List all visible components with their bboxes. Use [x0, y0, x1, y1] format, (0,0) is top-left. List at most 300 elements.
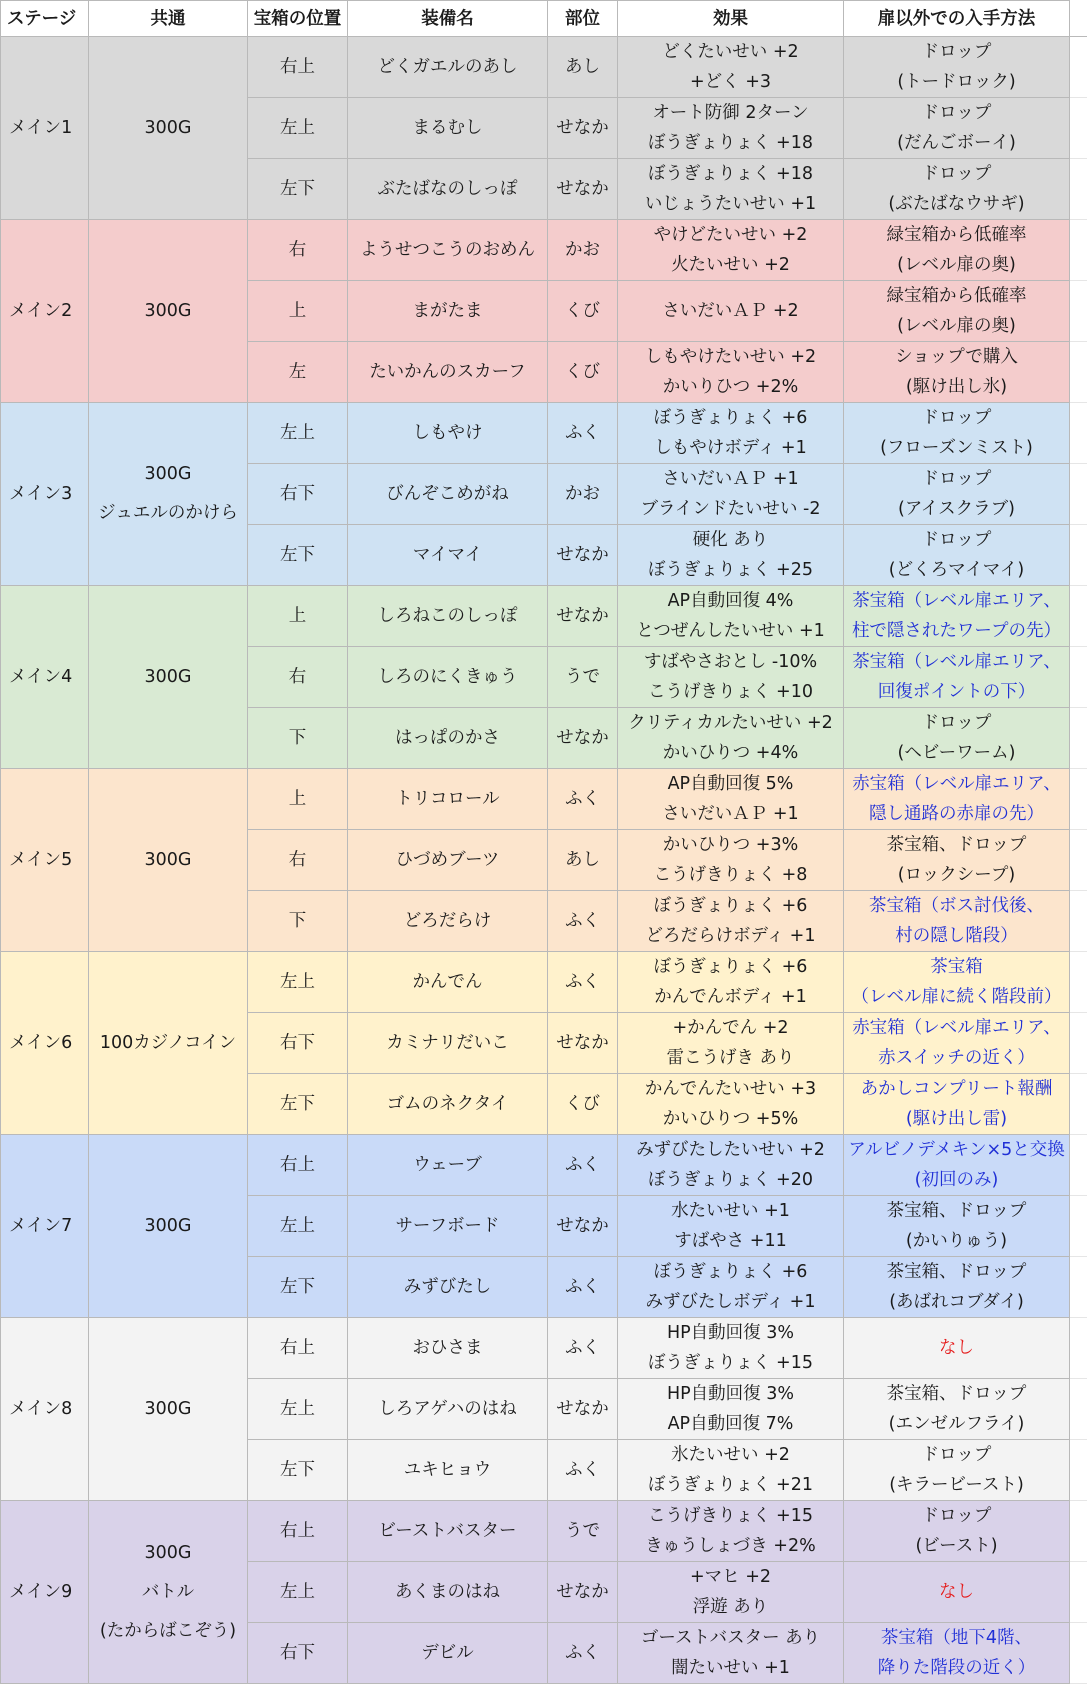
- chest-position: 右上: [248, 37, 348, 98]
- chest-position: 左: [248, 342, 348, 403]
- obtain-method: [844, 1318, 1070, 1379]
- equipment-part: せなか: [548, 1013, 618, 1074]
- equipment-name: しろねこのしっぽ: [348, 586, 548, 647]
- effect-line: かんでんボディ +1: [618, 982, 843, 1012]
- effect-line: ゴーストバスター あり: [618, 1623, 843, 1653]
- table-row: [1, 1501, 1087, 1562]
- chest-position: 右下: [248, 1623, 348, 1684]
- equipment-effect: [618, 159, 844, 220]
- obtain-method: [844, 830, 1070, 891]
- equipment-name: トリコロール: [348, 769, 548, 830]
- equipment-part: ふく: [548, 1257, 618, 1318]
- obtain-line: 茶宝箱（レベル扉エリア、: [844, 647, 1069, 677]
- row-spacer: [1070, 1074, 1087, 1135]
- equipment-part: せなか: [548, 98, 618, 159]
- obtain-line: (どくろマイマイ): [844, 555, 1069, 585]
- obtain-line: （レベル扉に続く階段前）: [844, 982, 1069, 1012]
- row-spacer: [1070, 1013, 1087, 1074]
- obtain-method: [844, 525, 1070, 586]
- obtain-line: 村の隠し階段）: [844, 921, 1069, 951]
- effect-line: しもやけたいせい +2: [618, 342, 843, 372]
- stage-common-reward: [89, 403, 248, 586]
- equipment-name: サーフボード: [348, 1196, 548, 1257]
- row-spacer: [1070, 1379, 1087, 1440]
- header-obtain: 扉以外での入手方法: [844, 1, 1070, 37]
- chest-position: 左上: [248, 403, 348, 464]
- obtain-method: [844, 1562, 1070, 1623]
- equipment-name: どくガエルのあし: [348, 37, 548, 98]
- equipment-name: カミナリだいこ: [348, 1013, 548, 1074]
- obtain-method: [844, 1623, 1070, 1684]
- equipment-effect: [618, 1074, 844, 1135]
- table-body: [1, 37, 1087, 1684]
- equipment-part: ふく: [548, 891, 618, 952]
- obtain-method: [844, 98, 1070, 159]
- obtain-line: (あばれコブダイ): [844, 1287, 1069, 1317]
- obtain-line: (ロックシープ): [844, 860, 1069, 890]
- equipment-part: ふく: [548, 1623, 618, 1684]
- effect-line: 火たいせい +2: [618, 250, 843, 280]
- equipment-effect: [618, 1501, 844, 1562]
- chest-position: 右上: [248, 1501, 348, 1562]
- chest-position: 右: [248, 220, 348, 281]
- obtain-line: 赤スイッチの近く）: [844, 1043, 1069, 1073]
- obtain-line: 緑宝箱から低確率: [844, 220, 1069, 250]
- equipment-effect: [618, 98, 844, 159]
- obtain-line: (初回のみ): [844, 1165, 1069, 1195]
- chest-position: 左下: [248, 1440, 348, 1501]
- obtain-line: (レベル扉の奥): [844, 250, 1069, 280]
- table-row: [1, 1135, 1087, 1196]
- equipment-name: みずびたし: [348, 1257, 548, 1318]
- effect-line: 闇たいせい +1: [618, 1653, 843, 1683]
- obtain-line: 茶宝箱、ドロップ: [844, 1379, 1069, 1409]
- effect-line: ぼうぎょりょく +15: [618, 1348, 843, 1378]
- obtain-method: [844, 342, 1070, 403]
- obtain-method: [844, 37, 1070, 98]
- obtain-line: ドロップ: [844, 708, 1069, 738]
- obtain-line: 茶宝箱（地下4階、: [844, 1623, 1069, 1653]
- chest-position: 下: [248, 891, 348, 952]
- common-reward-line: 300G: [89, 455, 247, 494]
- equipment-part: ふく: [548, 403, 618, 464]
- obtain-line: (アイスクラブ): [844, 494, 1069, 524]
- equipment-effect: [618, 220, 844, 281]
- effect-line: ぼうぎょりょく +21: [618, 1470, 843, 1500]
- effect-line: みずびたしボディ +1: [618, 1287, 843, 1317]
- stage-name: メイン2: [1, 220, 89, 403]
- obtain-line: (エンゼルフライ): [844, 1409, 1069, 1439]
- stage-name: メイン4: [1, 586, 89, 769]
- chest-position: 右上: [248, 1318, 348, 1379]
- obtain-line: 茶宝箱、ドロップ: [844, 830, 1069, 860]
- equipment-effect: [618, 525, 844, 586]
- common-reward-line: 100カジノコイン: [89, 1024, 247, 1063]
- effect-line: ぼうぎょりょく +18: [618, 128, 843, 158]
- effect-line: オート防御 2ターン: [618, 98, 843, 128]
- header-name: 装備名: [348, 1, 548, 37]
- equipment-part: かお: [548, 220, 618, 281]
- header-part: 部位: [548, 1, 618, 37]
- stage-name: メイン9: [1, 1501, 89, 1684]
- equipment-part: ふく: [548, 1318, 618, 1379]
- effect-line: みずびたしたいせい +2: [618, 1135, 843, 1165]
- obtain-line: なし: [844, 1333, 1069, 1363]
- equipment-part: せなか: [548, 159, 618, 220]
- header-row: [1, 1, 1087, 37]
- chest-position: 左上: [248, 98, 348, 159]
- row-spacer: [1070, 952, 1087, 1013]
- effect-line: ぼうぎょりょく +6: [618, 1257, 843, 1287]
- equipment-effect: [618, 1013, 844, 1074]
- effect-line: ぼうぎょりょく +25: [618, 555, 843, 585]
- table-row: [1, 769, 1087, 830]
- common-reward-line: 300G: [89, 292, 247, 331]
- row-spacer: [1070, 159, 1087, 220]
- row-spacer: [1070, 1501, 1087, 1562]
- stage-name: メイン3: [1, 403, 89, 586]
- table-row: [1, 37, 1087, 98]
- stage-name: メイン6: [1, 952, 89, 1135]
- obtain-method: [844, 1440, 1070, 1501]
- effect-line: AP自動回復 4%: [618, 586, 843, 616]
- common-reward-line: 300G: [89, 841, 247, 880]
- equipment-name: ユキヒョウ: [348, 1440, 548, 1501]
- obtain-line: (だんごボーイ): [844, 128, 1069, 158]
- equipment-name: どろだらけ: [348, 891, 548, 952]
- chest-position: 右下: [248, 1013, 348, 1074]
- equipment-effect: [618, 952, 844, 1013]
- row-spacer: [1070, 1318, 1087, 1379]
- obtain-method: [844, 1196, 1070, 1257]
- chest-position: 左下: [248, 1257, 348, 1318]
- effect-line: 浮遊 あり: [618, 1592, 843, 1622]
- equipment-part: せなか: [548, 1196, 618, 1257]
- common-reward-line: バトル: [89, 1573, 247, 1612]
- common-reward-line: (たからばこぞう): [89, 1612, 247, 1651]
- stage-common-reward: [89, 37, 248, 220]
- effect-line: +どく +3: [618, 67, 843, 97]
- chest-position: 上: [248, 586, 348, 647]
- equipment-effect: [618, 1135, 844, 1196]
- obtain-line: ドロップ: [844, 1501, 1069, 1531]
- obtain-line: 隠し通路の赤扉の先）: [844, 799, 1069, 829]
- equipment-effect: [618, 1440, 844, 1501]
- obtain-line: 赤宝箱（レベル扉エリア、: [844, 1013, 1069, 1043]
- equipment-part: くび: [548, 1074, 618, 1135]
- equipment-part: せなか: [548, 586, 618, 647]
- obtain-method: [844, 281, 1070, 342]
- obtain-method: [844, 1135, 1070, 1196]
- obtain-method: [844, 220, 1070, 281]
- stage-name: メイン7: [1, 1135, 89, 1318]
- effect-line: どくたいせい +2: [618, 37, 843, 67]
- equipment-name: おひさま: [348, 1318, 548, 1379]
- header-common: 共通: [89, 1, 248, 37]
- equipment-effect: [618, 342, 844, 403]
- equipment-effect: [618, 464, 844, 525]
- effect-line: いじょうたいせい +1: [618, 189, 843, 219]
- equipment-part: あし: [548, 37, 618, 98]
- obtain-method: [844, 708, 1070, 769]
- table-row: [1, 1318, 1087, 1379]
- obtain-line: ショップで購入: [844, 342, 1069, 372]
- chest-position: 上: [248, 281, 348, 342]
- equipment-name: あくまのはね: [348, 1562, 548, 1623]
- obtain-method: [844, 1013, 1070, 1074]
- equipment-part: せなか: [548, 1379, 618, 1440]
- equipment-effect: [618, 891, 844, 952]
- row-spacer: [1070, 525, 1087, 586]
- equipment-name: ひづめブーツ: [348, 830, 548, 891]
- header-stage: ステージ: [1, 1, 89, 37]
- row-spacer: [1070, 830, 1087, 891]
- obtain-line: 茶宝箱（レベル扉エリア、: [844, 586, 1069, 616]
- stage-common-reward: [89, 1318, 248, 1501]
- row-spacer: [1070, 708, 1087, 769]
- obtain-line: ドロップ: [844, 37, 1069, 67]
- obtain-method: [844, 891, 1070, 952]
- equipment-name: デビル: [348, 1623, 548, 1684]
- equipment-part: うで: [548, 1501, 618, 1562]
- equipment-effect: [618, 708, 844, 769]
- equipment-effect: [618, 647, 844, 708]
- common-reward-line: 300G: [89, 1207, 247, 1246]
- obtain-line: 赤宝箱（レベル扉エリア、: [844, 769, 1069, 799]
- equipment-part: ふく: [548, 952, 618, 1013]
- effect-line: すばやさおとし -10%: [618, 647, 843, 677]
- stage-name: メイン8: [1, 1318, 89, 1501]
- row-spacer: [1070, 98, 1087, 159]
- effect-line: ぼうぎょりょく +18: [618, 159, 843, 189]
- obtain-line: (レベル扉の奥): [844, 311, 1069, 341]
- obtain-line: (ぶたばなウサギ): [844, 189, 1069, 219]
- equipment-part: ふく: [548, 1440, 618, 1501]
- equipment-effect: [618, 37, 844, 98]
- effect-line: HP自動回復 3%: [618, 1379, 843, 1409]
- equipment-name: たいかんのスカーフ: [348, 342, 548, 403]
- effect-line: 氷たいせい +2: [618, 1440, 843, 1470]
- effect-line: クリティカルたいせい +2: [618, 708, 843, 738]
- chest-position: 左上: [248, 1379, 348, 1440]
- header-position: 宝箱の位置: [248, 1, 348, 37]
- effect-line: HP自動回復 3%: [618, 1318, 843, 1348]
- equipment-effect: [618, 281, 844, 342]
- equipment-name: しろアゲハのはね: [348, 1379, 548, 1440]
- stage-name: メイン5: [1, 769, 89, 952]
- obtain-line: ドロップ: [844, 403, 1069, 433]
- effect-line: こうげきりょく +15: [618, 1501, 843, 1531]
- equipment-part: くび: [548, 342, 618, 403]
- effect-line: AP自動回復 5%: [618, 769, 843, 799]
- table-row: [1, 586, 1087, 647]
- row-spacer: [1070, 1562, 1087, 1623]
- effect-line: かいひりつ +5%: [618, 1104, 843, 1134]
- chest-position: 右: [248, 647, 348, 708]
- obtain-line: (フローズンミスト): [844, 433, 1069, 463]
- stage-common-reward: [89, 1501, 248, 1684]
- row-spacer: [1070, 220, 1087, 281]
- common-reward-line: ジュエルのかけら: [89, 494, 247, 533]
- effect-line: さいだいＡＰ +1: [618, 799, 843, 829]
- equipment-name: しもやけ: [348, 403, 548, 464]
- common-reward-line: 300G: [89, 1534, 247, 1573]
- effect-line: 水たいせい +1: [618, 1196, 843, 1226]
- equipment-part: うで: [548, 647, 618, 708]
- equipment-effect: [618, 1623, 844, 1684]
- equipment-name: ゴムのネクタイ: [348, 1074, 548, 1135]
- equipment-part: あし: [548, 830, 618, 891]
- chest-position: 左下: [248, 525, 348, 586]
- effect-line: ぼうぎょりょく +6: [618, 403, 843, 433]
- equipment-name: ビーストバスター: [348, 1501, 548, 1562]
- equipment-part: せなか: [548, 708, 618, 769]
- row-spacer: [1070, 464, 1087, 525]
- chest-position: 左下: [248, 1074, 348, 1135]
- effect-line: すばやさ +11: [618, 1226, 843, 1256]
- table-row: [1, 403, 1087, 464]
- effect-line: どろだらけボディ +1: [618, 921, 843, 951]
- obtain-line: (駆け出し雷): [844, 1104, 1069, 1134]
- equipment-part: かお: [548, 464, 618, 525]
- table-row: [1, 952, 1087, 1013]
- equipment-effect: [618, 769, 844, 830]
- effect-line: とつぜんしたいせい +1: [618, 616, 843, 646]
- obtain-method: [844, 952, 1070, 1013]
- obtain-line: 降りた階段の近く）: [844, 1653, 1069, 1683]
- effect-line: 硬化 あり: [618, 525, 843, 555]
- obtain-method: [844, 1501, 1070, 1562]
- row-spacer: [1070, 647, 1087, 708]
- row-spacer: [1070, 37, 1087, 98]
- equipment-name: ぶたばなのしっぽ: [348, 159, 548, 220]
- equipment-effect: [618, 1196, 844, 1257]
- header-spacer: [1070, 1, 1087, 37]
- stage-common-reward: [89, 952, 248, 1135]
- chest-position: 左上: [248, 1196, 348, 1257]
- chest-position: 左下: [248, 159, 348, 220]
- obtain-line: (かいりゅう): [844, 1226, 1069, 1256]
- stage-common-reward: [89, 586, 248, 769]
- equipment-effect: [618, 1562, 844, 1623]
- equipment-effect: [618, 1379, 844, 1440]
- equipment-part: くび: [548, 281, 618, 342]
- obtain-line: (ヘビーワーム): [844, 738, 1069, 768]
- effect-line: ぼうぎょりょく +6: [618, 891, 843, 921]
- obtain-method: [844, 1074, 1070, 1135]
- common-reward-line: 300G: [89, 109, 247, 148]
- effect-line: かいひりつ +4%: [618, 738, 843, 768]
- obtain-method: [844, 1379, 1070, 1440]
- equipment-name: まるむし: [348, 98, 548, 159]
- obtain-line: あかしコンプリート報酬: [844, 1074, 1069, 1104]
- effect-line: こうげきりょく +8: [618, 860, 843, 890]
- row-spacer: [1070, 281, 1087, 342]
- chest-position: 右: [248, 830, 348, 891]
- row-spacer: [1070, 1440, 1087, 1501]
- effect-line: しもやけボディ +1: [618, 433, 843, 463]
- obtain-method: [844, 769, 1070, 830]
- equipment-effect: [618, 403, 844, 464]
- stage-common-reward: [89, 769, 248, 952]
- effect-line: かいりひつ +2%: [618, 372, 843, 402]
- effect-line: さいだいＡＰ +1: [618, 464, 843, 494]
- effect-line: AP自動回復 7%: [618, 1409, 843, 1439]
- obtain-method: [844, 159, 1070, 220]
- table-row: [1, 220, 1087, 281]
- obtain-method: [844, 647, 1070, 708]
- obtain-line: 柱で隠されたワープの先）: [844, 616, 1069, 646]
- obtain-line: ドロップ: [844, 525, 1069, 555]
- equipment-effect: [618, 1257, 844, 1318]
- obtain-line: 茶宝箱（ボス討伐後、: [844, 891, 1069, 921]
- chest-position: 下: [248, 708, 348, 769]
- effect-line: ぼうぎょりょく +6: [618, 952, 843, 982]
- stage-common-reward: [89, 220, 248, 403]
- equipment-effect: [618, 830, 844, 891]
- obtain-line: (キラービースト): [844, 1470, 1069, 1500]
- effect-line: きゅうしょづき +2%: [618, 1531, 843, 1561]
- effect-line: かんでんたいせい +3: [618, 1074, 843, 1104]
- effect-line: やけどたいせい +2: [618, 220, 843, 250]
- chest-position: 右下: [248, 464, 348, 525]
- chest-position: 左上: [248, 1562, 348, 1623]
- obtain-line: ドロップ: [844, 159, 1069, 189]
- chest-position: 右上: [248, 1135, 348, 1196]
- equipment-part: せなか: [548, 525, 618, 586]
- equipment-part: ふく: [548, 769, 618, 830]
- equipment-name: マイマイ: [348, 525, 548, 586]
- equipment-name: まがたま: [348, 281, 548, 342]
- equipment-name: ようせつこうのおめん: [348, 220, 548, 281]
- obtain-method: [844, 586, 1070, 647]
- obtain-line: ドロップ: [844, 1440, 1069, 1470]
- effect-line: ぼうぎょりょく +20: [618, 1165, 843, 1195]
- row-spacer: [1070, 1135, 1087, 1196]
- equipment-part: ふく: [548, 1135, 618, 1196]
- effect-line: さいだいＡＰ +2: [618, 296, 843, 326]
- equipment-part: せなか: [548, 1562, 618, 1623]
- equipment-effect: [618, 586, 844, 647]
- obtain-line: 茶宝箱、ドロップ: [844, 1196, 1069, 1226]
- chest-position: 上: [248, 769, 348, 830]
- obtain-method: [844, 464, 1070, 525]
- common-reward-line: 300G: [89, 1390, 247, 1429]
- effect-line: 雷こうげき あり: [618, 1043, 843, 1073]
- row-spacer: [1070, 1623, 1087, 1684]
- common-reward-line: 300G: [89, 658, 247, 697]
- equipment-name: はっぱのかさ: [348, 708, 548, 769]
- equipment-effect: [618, 1318, 844, 1379]
- equipment-name: ウェーブ: [348, 1135, 548, 1196]
- obtain-line: (ビースト): [844, 1531, 1069, 1561]
- obtain-method: [844, 403, 1070, 464]
- equipment-name: しろのにくきゅう: [348, 647, 548, 708]
- obtain-line: 茶宝箱、ドロップ: [844, 1257, 1069, 1287]
- row-spacer: [1070, 769, 1087, 830]
- obtain-line: (トードロック): [844, 67, 1069, 97]
- obtain-line: (駆け出し氷): [844, 372, 1069, 402]
- effect-line: +かんでん +2: [618, 1013, 843, 1043]
- effect-line: こうげきりょく +10: [618, 677, 843, 707]
- equipment-name: びんぞこめがね: [348, 464, 548, 525]
- obtain-line: 緑宝箱から低確率: [844, 281, 1069, 311]
- obtain-method: [844, 1257, 1070, 1318]
- chest-position: 左上: [248, 952, 348, 1013]
- obtain-line: 茶宝箱: [844, 952, 1069, 982]
- equipment-name: かんでん: [348, 952, 548, 1013]
- row-spacer: [1070, 1257, 1087, 1318]
